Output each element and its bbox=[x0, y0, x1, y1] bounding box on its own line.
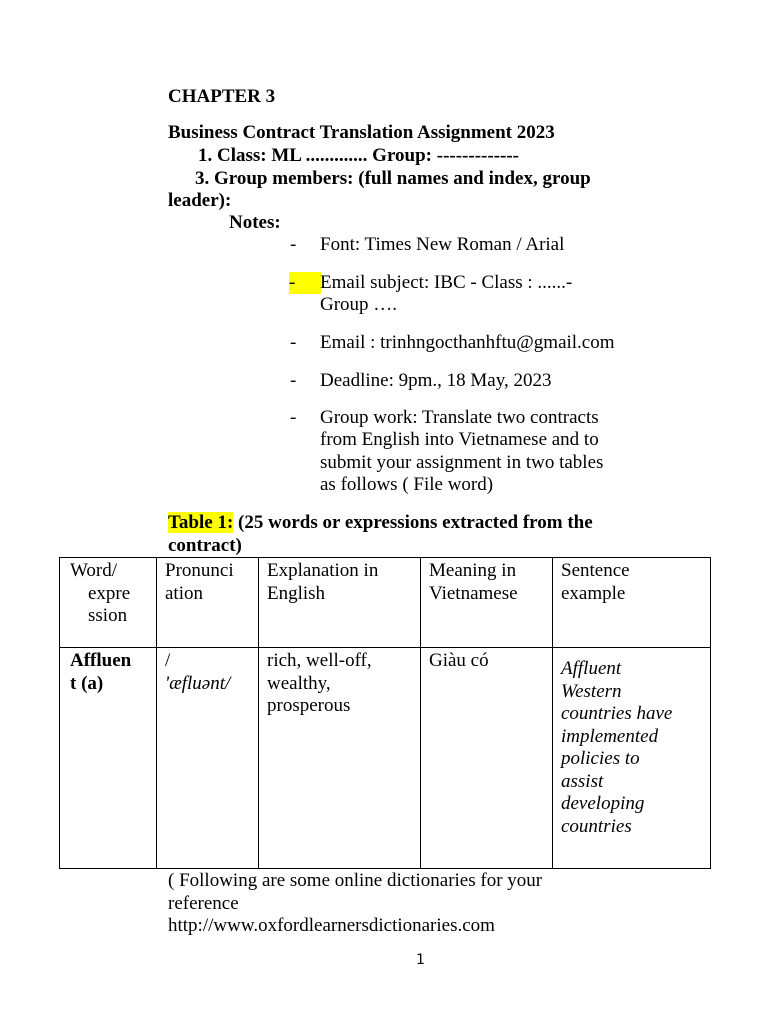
cell-explanation bbox=[259, 648, 421, 869]
dictionary-note-cont: reference bbox=[168, 893, 239, 914]
example-line: policies to bbox=[561, 748, 640, 769]
note-email: Email : trinhngocthanhftu@gmail.com bbox=[320, 332, 615, 353]
cell-word-line: Affluen bbox=[70, 650, 132, 671]
header-explanation-line: Explanation in bbox=[267, 560, 379, 581]
cell-explanation-line: rich, well-off, bbox=[267, 650, 372, 671]
header-word-line: Word/ bbox=[70, 560, 118, 581]
header-word bbox=[60, 558, 157, 648]
example-line: countries have bbox=[561, 703, 673, 724]
page-number: 1 bbox=[416, 952, 425, 968]
cell-pronunciation-line: / bbox=[165, 650, 171, 671]
group-members-line-2: leader): bbox=[168, 190, 232, 211]
table-caption bbox=[168, 512, 593, 534]
header-explanation-line: English bbox=[267, 582, 326, 604]
assignment-title: Business Contract Translation Assignment 2023 bbox=[168, 122, 555, 143]
header-pronunciation-line: Pronunci bbox=[165, 560, 234, 581]
dictionary-note: ( Following are some online dictionaries for your bbox=[168, 870, 543, 891]
table-row bbox=[60, 648, 711, 869]
header-meaning-line: Vietnamese bbox=[429, 582, 518, 604]
cell-word bbox=[60, 648, 157, 869]
note-font: Font: Times New Roman / Arial bbox=[320, 234, 565, 255]
example-line: assist bbox=[561, 770, 604, 792]
cell-explanation-line: prosperous bbox=[267, 695, 351, 716]
chapter-heading: CHAPTER 3 bbox=[168, 86, 276, 107]
header-word-line: expre bbox=[88, 582, 131, 604]
cell-word-line: t (a) bbox=[70, 672, 104, 694]
vocabulary-table bbox=[59, 557, 711, 869]
note-dash: - bbox=[290, 332, 297, 353]
note-dash-highlighted: - bbox=[289, 272, 321, 294]
note-dash: - bbox=[290, 370, 297, 391]
example-line: Western bbox=[561, 680, 622, 702]
note-group-work-4: as follows ( File word) bbox=[320, 474, 494, 495]
notes-label: Notes: bbox=[229, 212, 281, 233]
cell-pronunciation-line: 'æfluənt/ bbox=[165, 672, 231, 694]
header-word-line: ssion bbox=[88, 605, 128, 626]
header-meaning bbox=[421, 558, 553, 648]
header-explanation bbox=[259, 558, 421, 648]
group-members-line: 3. Group members: (full names and index, group bbox=[195, 168, 591, 189]
table-label: Table 1: bbox=[168, 512, 234, 533]
header-example-line: Sentence bbox=[561, 560, 630, 581]
note-group-work-1: Group work: Translate two contracts bbox=[320, 407, 599, 428]
class-group-line: 1. Class: ML ............. Group: ------------- bbox=[198, 145, 520, 166]
header-pronunciation bbox=[157, 558, 259, 648]
example-line: Affluent bbox=[561, 658, 622, 679]
note-deadline: Deadline: 9pm., 18 May, 2023 bbox=[320, 370, 552, 391]
header-pronunciation-line: ation bbox=[165, 582, 203, 604]
note-email-subject-cont: Group …. bbox=[320, 294, 398, 315]
table-caption-text: (25 words or expressions extracted from the bbox=[233, 512, 593, 533]
cell-explanation-line: wealthy, bbox=[267, 672, 331, 694]
note-dash: - bbox=[290, 234, 297, 255]
example-line: implemented bbox=[561, 725, 659, 747]
header-sentence-example bbox=[553, 558, 711, 648]
header-meaning-line: Meaning in bbox=[429, 560, 517, 581]
cell-sentence-example bbox=[553, 648, 711, 869]
table-caption-line-2: contract) bbox=[168, 535, 242, 556]
note-group-work-2: from English into Vietnamese and to bbox=[320, 429, 599, 450]
cell-meaning: Giàu có bbox=[421, 648, 553, 869]
example-line: developing bbox=[561, 793, 645, 814]
example-line: countries bbox=[561, 815, 632, 837]
note-email-subject: Email subject: IBC - Class : ......- bbox=[320, 272, 573, 293]
note-dash: - bbox=[290, 407, 297, 428]
header-example-line: example bbox=[561, 582, 626, 604]
dictionary-link[interactable]: http://www.oxfordlearnersdictionaries.com bbox=[168, 915, 495, 936]
cell-pronunciation bbox=[157, 648, 259, 869]
table-header-row bbox=[60, 558, 711, 648]
note-group-work-3: submit your assignment in two tables bbox=[320, 452, 604, 473]
